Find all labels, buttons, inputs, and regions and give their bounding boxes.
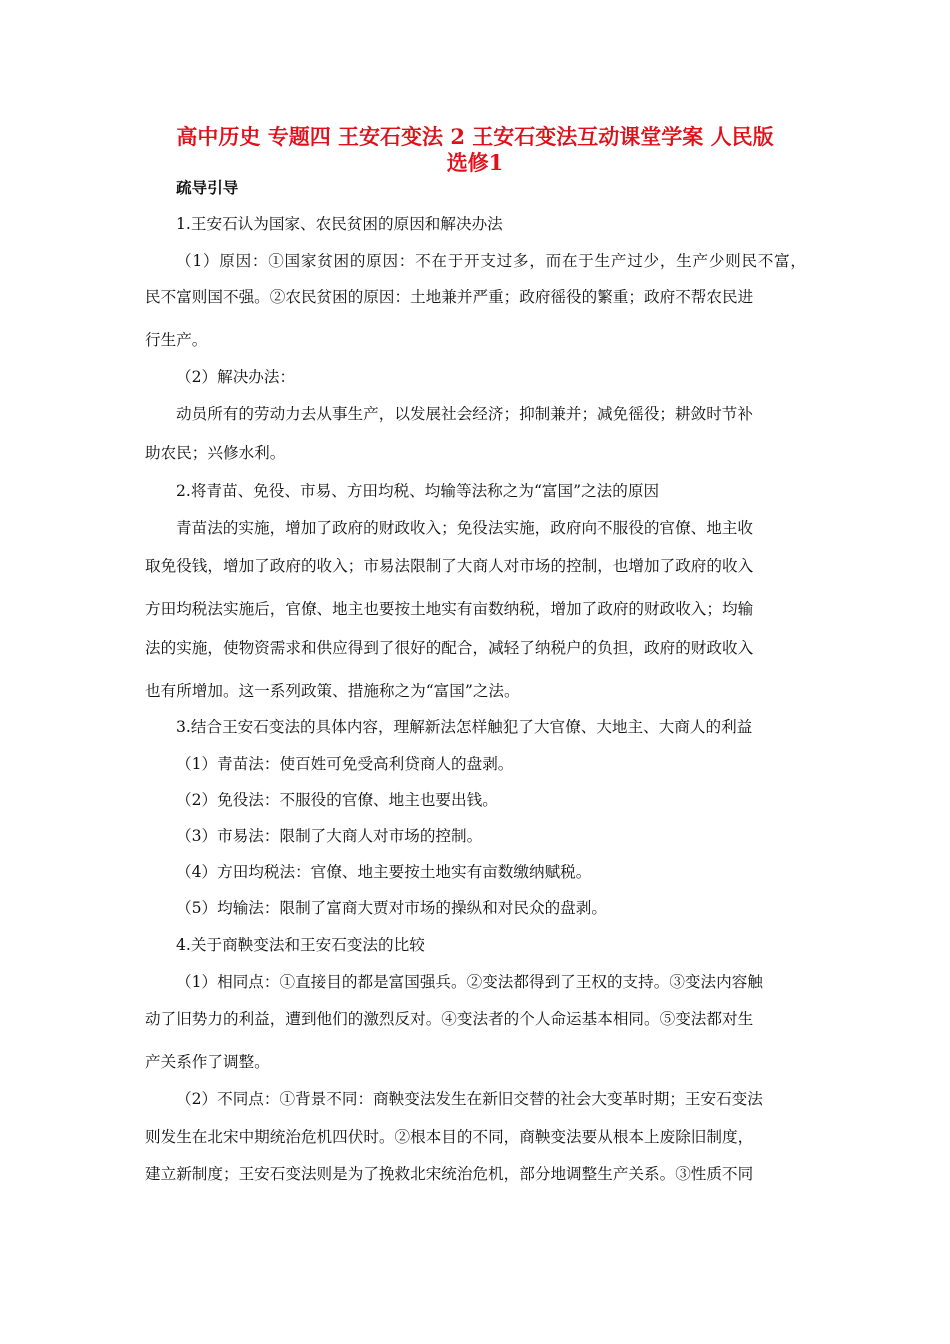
paragraph-line: 产关系作了调整。 [145,1053,270,1071]
paragraph-line: （1）青苗法：使百姓可免受高利贷商人的盘剥。 [176,755,514,773]
paragraph-line: 助农民；兴修水利。 [145,444,286,462]
paragraph-line: （5）均输法：限制了富商大贾对市场的操纵和对民众的盘剥。 [176,899,607,917]
paragraph-line: （2）免役法：不服役的官僚、地主也要出钱。 [176,791,498,809]
paragraph-line: （3）市易法：限制了大商人对市场的控制。 [176,827,483,845]
paragraph-line: 则发生在北宋中期统治危机四伏时。②根本目的不同，商鞅变法要从根本上废除旧制度， [145,1128,754,1146]
paragraph-line: 3.结合王安石变法的具体内容，理解新法怎样触犯了大官僚、大地主、大商人的利益 [176,718,753,736]
section-heading: 疏导引导 [176,178,239,197]
paragraph-line: 1.王安石认为国家、农民贫困的原因和解决办法 [176,215,503,233]
paragraph-line: 民不富则国不强。②农民贫困的原因：土地兼并严重；政府徭役的繁重；政府不帮农民进 [145,288,754,306]
paragraph-line: 方田均税法实施后，官僚、地主也要按土地实有亩数纳税，增加了政府的财政收入；均输 [145,600,754,618]
paragraph-line: 行生产。 [145,331,208,349]
paragraph-line: 取免役钱，增加了政府的收入；市易法限制了大商人对市场的控制，也增加了政府的收入 [145,557,754,575]
paragraph-line: （2）不同点：①背景不同：商鞅变法发生在新旧交替的社会大变革时期；王安石变法 [176,1090,763,1108]
document-title-line-2: 选修1 [446,150,504,175]
paragraph-line: 2.将青苗、免役、市易、方田均税、均输等法称之为“富国”之法的原因 [176,482,660,500]
paragraph-line: （4）方田均税法：官僚、地主要按土地实有亩数缴纳赋税。 [176,863,592,881]
paragraph-line: （1）原因：①国家贫困的原因：不在于开支过多，而在于生产过少，生产少则民不富， [176,252,806,270]
paragraph-line: 建立新制度；王安石变法则是为了挽救北宋统治危机，部分地调整生产关系。③性质不同 [145,1165,754,1183]
paragraph-line: 4.关于商鞅变法和王安石变法的比较 [176,936,425,954]
paragraph-line: 青苗法的实施，增加了政府的财政收入；免役法实施，政府向不服役的官僚、地主收 [176,519,753,537]
paragraph-line: 动员所有的劳动力去从事生产，以发展社会经济；抑制兼并；减免徭役；耕敛时节补 [176,405,753,423]
paragraph-line: 法的实施，使物资需求和供应得到了很好的配合，减轻了纳税户的负担，政府的财政收入 [145,639,754,657]
document-title-line-1: 高中历史 专题四 王安石变法 2 王安石变法互动课堂学案 人民版 [176,124,774,149]
paragraph-line: （1）相同点：①直接目的都是富国强兵。②变法都得到了王权的支持。③变法内容触 [176,973,763,991]
paragraph-line: 也有所增加。这一系列政策、措施称之为“富国”之法。 [145,682,520,700]
paragraph-line: 动了旧势力的利益，遭到他们的激烈反对。④变法者的个人命运基本相同。⑤变法都对生 [145,1010,754,1028]
paragraph-line: （2）解决办法： [176,368,296,386]
